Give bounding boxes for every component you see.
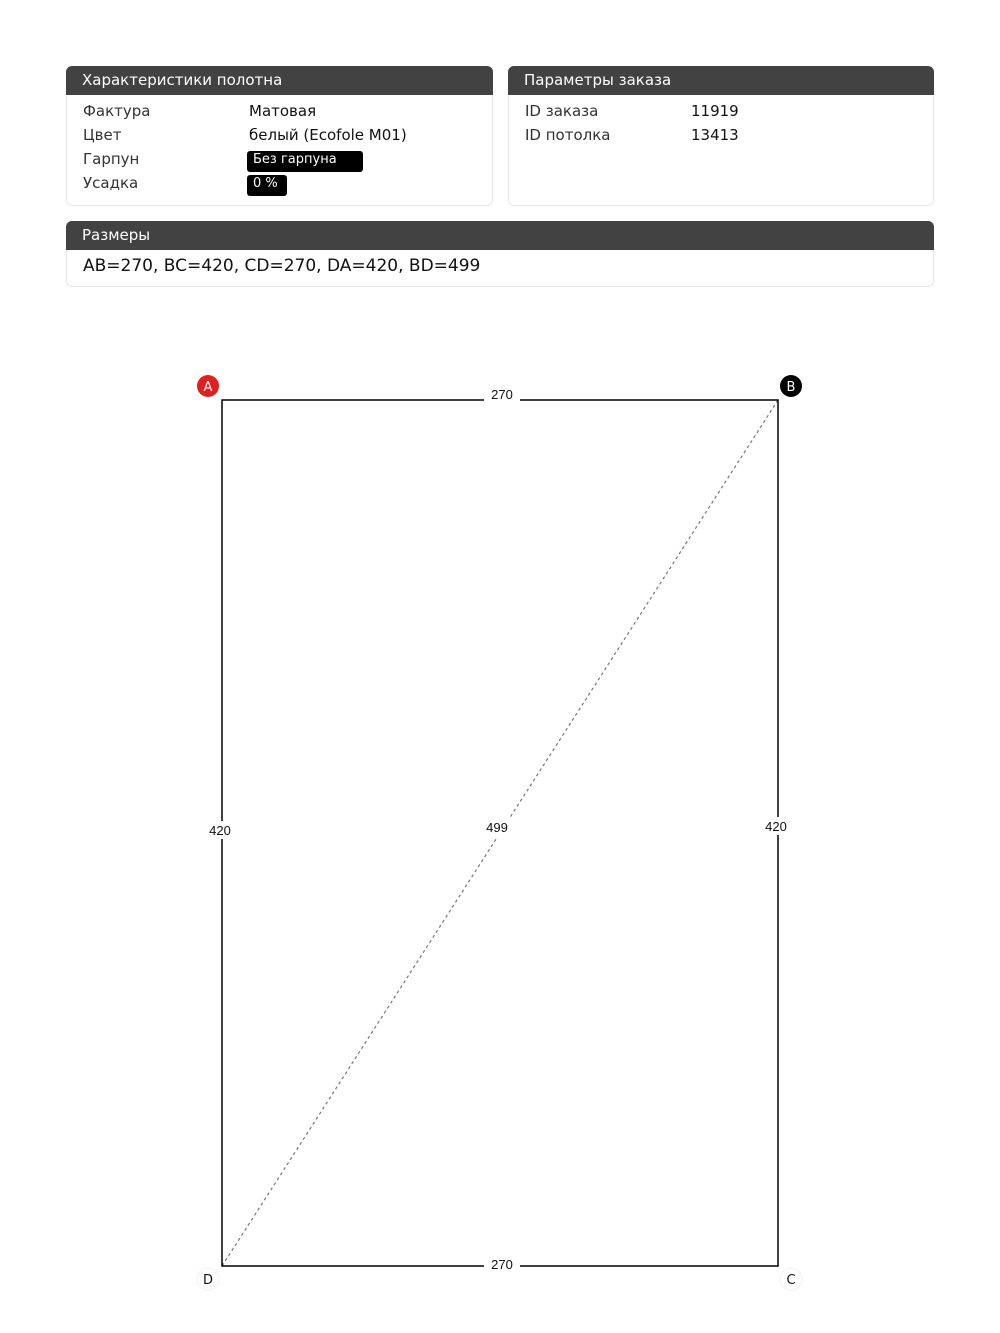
texture-label: Фактура <box>83 102 151 120</box>
order-parameters-header: Параметры заказа <box>508 66 934 95</box>
shrinkage-value-badge: 0 % <box>247 175 287 196</box>
dim-ab-label: 270 <box>491 387 513 402</box>
order-id-label: ID заказа <box>525 102 599 120</box>
vertex-b-label: B <box>786 380 796 395</box>
order-id-value: 11919 <box>691 102 739 120</box>
sizes-header: Размеры <box>66 221 934 250</box>
canvas-characteristics-header: Характеристики полотна <box>66 66 493 95</box>
vertex-d-label: D <box>202 1273 214 1288</box>
sizes-summary: AB=270, BC=420, CD=270, DA=420, BD=499 <box>83 256 481 276</box>
dim-da-label: 420 <box>209 823 231 838</box>
vertex-a-label: A <box>203 380 213 395</box>
color-label: Цвет <box>83 126 122 144</box>
dim-cd-label: 270 <box>491 1257 513 1272</box>
shrinkage-label: Усадка <box>83 174 139 192</box>
dim-bc-label: 420 <box>765 819 787 834</box>
vertex-c-label: C <box>786 1273 796 1288</box>
harpoon-value-badge: Без гарпуна <box>247 151 363 172</box>
ceiling-id-label: ID потолка <box>525 126 611 144</box>
ceiling-id-value: 13413 <box>691 126 739 144</box>
harpoon-label: Гарпун <box>83 150 140 168</box>
texture-value: Матовая <box>249 102 317 120</box>
color-value: белый (Ecofole M01) <box>249 126 407 144</box>
dim-bd-label: 499 <box>486 820 508 835</box>
